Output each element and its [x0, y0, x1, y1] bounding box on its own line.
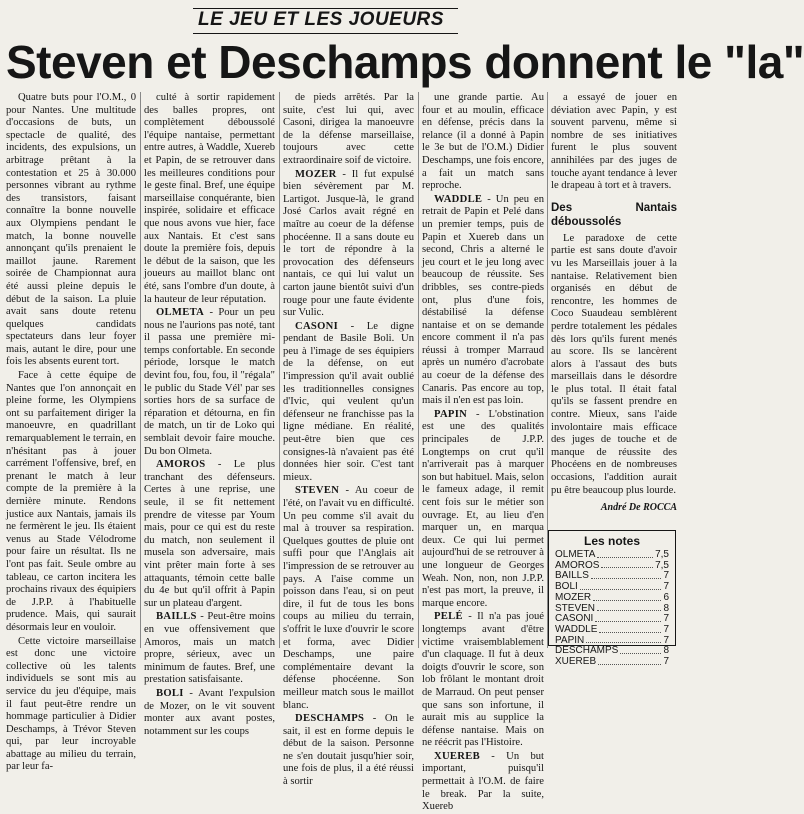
leader-dots: [597, 604, 661, 612]
player-grade: 7: [663, 623, 669, 635]
paragraph-text: Il n'a pas joué longtemps avant d'être victime vraisemblablement d'un claquage. Il fut à deux doigts d'ouvrir le score, son lob frôlant le montant droit de Marraud. On peut penser que sans son infortune, il aurait mis au supplice la défense nantaise. Mais on ne réécrit pas l'Histoire.: [422, 611, 545, 749]
leader-dots: [597, 550, 653, 558]
player-name-label: XUEREB: [434, 750, 480, 762]
player-name: PAPIN: [555, 634, 585, 646]
rating-row: [555, 657, 669, 668]
paragraph-text: Quatre buts pour l'O.M., 0 pour Nantes. Une multitude d'occasions de buts, un spectacle de qualité, des incidents, des expulsions, un arbitrage prêtant à la contestation et 25 à 30.000 personnes vibrant au rythme des transistors, faisant connaître la bonne nouvelle aux Olympiens pendant le match, la bonne nouvelle annonçant qu'ils prenaient le maillot jaune. Rarement soirée de Championnat aura été aussi pleine depuis le début de la saison. La pluie avait sans doute retenu quelques candidats spectateurs dans leur foyer mais, autant le dire, pour une fois les absents eurent tort.: [6, 92, 136, 368]
ratings-title: Les notes: [583, 534, 640, 548]
player-paragraph: BAILLS - Peut-être moins en vue offensivement que Amoros, mais un match propre, sérieux, avec un minimum de fautes. Bref, une prestation satisfaisante.: [144, 611, 275, 686]
leader-dots: [598, 657, 661, 665]
player-paragraph: CASONI - Le digne pendant de Basile Boli. Un peu à l'image de ses équipiers de la défense, on eut l'impression qu'il avait oublié les traditionnelles consignes d'Ivic, qui veulent qu'un défenseur ne franchisse pas la ligne médiane. En réalité, peut-être bien que ces consignes-là n'avaient pas été données hier soir. C'est tant mieux.: [283, 320, 415, 483]
player-paragraph: AMOROS - Le plus tranchant des défenseurs. Certes à une reprise, une seule, il se fit nettement prendre de vitesse par Youm mais, pour ce qui est du reste du match, non seulement il musela son adversaire, mais vint prêter main forte à ses attaquants, témoin cette balle du 4e but qu'il offrit à Papin sur un plateau d'argent.: [144, 459, 275, 609]
article-column-1: [6, 92, 137, 773]
paragraph-text: Le digne pendant de Basile Boli. Un peu à l'image de ses équipiers de la défense, on eut l'impression qu'il avait oublié les traditionnelles consignes d'Ivic, qui veulent qu'un défenseur ne franchisse pas la ligne médiane. En réalité, peut-être bien que ces consignes-là n'avaient pas été données hier soir. C'est tant mieux.: [283, 320, 415, 483]
leader-dots: [586, 636, 661, 644]
paragraph-text: Face à cette équipe de Nantes que l'on annonçait en pleine forme, les Olympiens ont su parfaitement diriger la manoeuvre, en quadrillant remarquablement le terrain, en n'hésitant pas à jouer carrément l'offensive, bref, en prenant le match à leur compte de la première à la dernière minute. Rendons justice aux Nantais, jamais ils ne fermèrent le jeu. Ils étaient venus au Stade Vélodrome pour faire un résultat. Ils ne l'ont pas fait. Seule ombre au tableau, ce carton incitera les prochains rivaux des équipiers de J.P.P. à l'habituelle prudence. Mais, qui saurait désormais leur en vouloir.: [6, 370, 137, 633]
section-kicker: LE JEU ET LES JOUEURS: [198, 9, 444, 30]
author-byline: André De ROCCA: [600, 502, 677, 514]
article-paragraph: [144, 92, 275, 306]
paragraph-text: de pieds arrêtés. Par la suite, c'est lui qui, avec Casoni, dirigea la manoeuvre de la défense marseillaise, toujours avec cette extraordinaire soif de victoire.: [283, 92, 414, 166]
leader-dots: [593, 593, 661, 601]
player-paragraph: PAPIN - L'obstination est une des qualités principales de J.P.P. Longtemps on crut qu'il n'arriverait pas à marquer son but habituel. Mais, selon le fameux adage, il remit cent fois sur le métier son ouvrage. Et, au lieu d'en marquer un, en marqua deux. Ce qui lui permet aujourd'hui de se retrouver à une longueur de Georges Weah. Non, non, non J.P.P. n'est pas mort, la preuve, il marque encore.: [422, 408, 544, 609]
player-name-label: BOLI: [156, 687, 184, 699]
column-divider: [279, 92, 280, 648]
article-column-5: [551, 92, 677, 528]
player-name-label: AMOROS: [156, 459, 206, 471]
player-grade: 7: [663, 570, 669, 582]
player-grade: 7: [663, 656, 669, 668]
article-paragraph: [551, 233, 677, 497]
player-name-label: CASONI: [295, 320, 339, 332]
rating-row: [555, 593, 669, 604]
player-paragraph: XUEREB - Un but important, puisqu'il permettait à l'O.M. de faire le break. Par la suite, Xuereb: [422, 750, 544, 813]
column-divider: [418, 92, 419, 648]
player-grade: 7: [663, 613, 669, 625]
player-name-label: WADDLE: [434, 193, 483, 205]
player-name-label: PAPIN: [434, 408, 468, 420]
kicker-rule-top: [193, 8, 458, 9]
paragraph-text: Au coeur de l'été, on l'avait vu en difficulté. Un peu comme s'il avait du mal à trouver sa respiration. Quelques gouttes de pluie ont suffi pour que l'Anglais ait l'impression de se retrouver au pays. A l'aise comme un poisson dans l'eau, si on peut dire, il fut de tous les bons coups au milieu du terrain, s'offrit le luxe d'ouvrir le score et forma, avec Didier Deschamps, une paire complémentaire devant la défense phocéenne. Son meilleur match sous le maillot blanc.: [283, 485, 414, 711]
paragraph-text: Le paradoxe de cette partie est sans doute d'avoir vu les Marseillais jouer à la nantaise. Relativement bien organisés en début de rencontre, les hommes de Coco Suaudeau semblèrent perdre totalement les pédales dès lors qu'ils furent menés au score. Ils se lancèrent alors à l'assaut des buts marseillais dans le désordre le plus total. Il était fatal qu'ils se fassent prendre en contre. Mieux, sans l'aide involontaire mais efficace des juges de touche et de manque de réussite des Phocéens en de nombreuses occasions, l'addition aurait pu être beaucoup plus lourde.: [551, 232, 677, 496]
paragraph-text: Peut-être moins en vue offensivement que Amoros, mais un match propre, sérieux, avec un minimum de fautes. Bref, une prestation satisfaisante.: [144, 611, 275, 686]
player-name: BAILLS: [555, 570, 589, 582]
player-grade: 7,5: [655, 549, 669, 560]
article-paragraph: [6, 636, 136, 775]
article-column-2: [144, 92, 276, 737]
article-paragraph: [551, 92, 677, 193]
article-headline: Steven et Deschamps donnent le "la": [6, 36, 804, 88]
player-paragraph: WADDLE - Un peu en retrait de Papin et Pelé dans un premier temps, puis de Papin et Xuereb dans un second, Chris a alterné le jeu court et le jeu long avec beaucoup de réussite. Ses dribbles, ses contre-pieds ont, plus d'une fois, déstabilisé la défense nantaise et on se demande encore comment il n'a pas réussi à tromper Marraud après un numéro d'acrobate au coeur de la défense des Canaris. Pas encore au top, mais il n'en est pas loin.: [422, 193, 544, 407]
player-name: STEVEN: [555, 602, 596, 614]
player-name-label: PELÉ: [434, 611, 463, 623]
player-grade: 7: [663, 581, 669, 593]
article-paragraph: [6, 92, 136, 369]
paragraph-text: Un peu en retrait de Papin et Pelé dans un premier temps, puis de Papin et Xuereb dans un second, Chris a alterné le jeu court et le jeu long avec beaucoup de réussite. Ses dribbles, ses contre-pieds ont, plus d'une fois, déstabilisé la défense nantaise et on se demande encore comment il n'a pas réussi à tromper Marraud après un numéro d'acrobate au coeur de la défense des Canaris. Pas encore au top, mais il n'en est pas loin.: [422, 193, 544, 407]
player-grade: 6: [663, 591, 669, 603]
leader-dots: [620, 646, 661, 654]
player-grade: 7,5: [655, 559, 669, 571]
paragraph-text: Avant l'expulsion de Mozer, on le vit souvent monter aux avant postes, notamment sur les coups: [144, 687, 275, 737]
player-name: WADDLE: [555, 623, 598, 635]
player-name: XUEREB: [555, 656, 597, 668]
player-name-label: MOZER: [295, 168, 337, 180]
player-name: DESCHAMPS: [555, 645, 619, 657]
article-paragraph: [6, 370, 136, 634]
player-paragraph: PELÉ - Il n'a pas joué longtemps avant d'être victime vraisemblablement d'un claquage. Il fut à deux doigts d'ouvrir le score, son lob frôlant le montant droit de Marraud. On peut penser que sans son infortune, il aurait mis au supplice la défense nantaise. Mais on ne réécrit pas l'Histoire.: [422, 611, 545, 749]
paragraph-text: culté à sortir rapidement des balles propres, ont complètement déboussolé l'équipe nantaise, permettant entre autres, à Waddle, Xuereb et Papin, de se retrouver dans les meilleures conditions pour le geste final. Bref, une équipe marseillaise conquérante, bien inspirée, solidaire et efficace que nous avons vue hier, face aux Nantais. Et c'est sans doute la première fois, depuis le début de la saison, que les joueurs au maillot blanc ont été, sans l'ombre d'un doute, à la hauteur de leur réputation.: [144, 92, 275, 305]
subheading: Des Nantais déboussolés: [551, 201, 677, 228]
paragraph-text: une grande partie. Au four et au moulin, efficace en défense, précis dans la relance (il a donné à Papin le 3e but de l'O.M.) Didier Deschamps, une fois encore, a fait un match sans reproche.: [422, 92, 544, 192]
player-paragraph: OLMETA - Pour un peu nous ne l'aurions pas noté, tant il passa une première mi-temps confortable. En seconde période, lorsque le match devint fou, fou, fou, il "régala" le public du Stade Vél' par ses sorties hors de sa surface de réparation et détourna, en fin de match, un tir de Loko qui semblait devoir faire mouche. Du bon Olmeta.: [144, 307, 276, 457]
paragraph-text: Un but important, puisqu'il permettait à l'O.M. de faire le break. Par la suite, Xuereb: [422, 750, 544, 813]
article-column-4: [422, 92, 545, 813]
leader-dots: [601, 561, 653, 569]
player-name: CASONI: [555, 613, 594, 625]
column-divider: [140, 92, 141, 648]
player-name: OLMETA: [555, 549, 596, 560]
player-grade: 7: [663, 634, 669, 646]
paragraph-text: Il fut expulsé bien sévèrement par M. Lartigot. Jusque-là, le grand José Carlos avait régné en maître au coeur de la défense phocéenne. Il a sans doute eu le tort de répondre à la provocation des défenseurs nantais, ce qui lui valut un carton jaune bientôt suivi d'un rouge pour une faute évidente sur Vulic.: [283, 168, 414, 319]
player-name-label: STEVEN: [295, 485, 340, 497]
paragraph-text: a essayé de jouer en déviation avec Papin, y est souvent parvenu, même si nombre de ses initiatives furent le plus souvent annihilées par des juges de touche ayant tendance à lever le drapeau à tort et à travers.: [551, 92, 677, 192]
leader-dots: [580, 582, 662, 590]
article-column-3: [283, 92, 415, 788]
player-name-label: BAILLS: [156, 611, 197, 623]
player-name: MOZER: [555, 591, 592, 603]
player-name-label: DESCHAMPS: [295, 713, 365, 725]
ratings-box: [548, 530, 676, 668]
article-paragraph: [283, 92, 414, 168]
player-name-label: OLMETA: [156, 307, 205, 319]
player-grade: 8: [663, 645, 669, 657]
paragraph-text: Cette victoire marseillaise est donc une victoire collective où les talents individuels se sont mis au service du jeu d'équipe, mais il faut peut-être rendre un hommage particulier à Didier Deschamps, à Trévor Steven qui, par leur incroyable abattage au milieu du terrain, par leur fa-: [6, 635, 136, 773]
article-paragraph: [422, 92, 544, 193]
paragraph-text: Pour un peu nous ne l'aurions pas noté, tant il passa une première mi-temps confortable. En seconde période, lorsque le match devint fou, fou, fou, il "régala" le public du Stade Vél' par ses sorties hors de sa surface de réparation et détourna, en fin de match, un tir de Loko qui semblait devoir faire mouche. Du bon Olmeta.: [144, 307, 276, 457]
player-grade: 8: [663, 602, 669, 614]
paragraph-text: On le sait, il est en forme depuis le début de la saison. Personne ne s'en doutait jusqu'hier soir, une fois de plus, il a été réussi à sortir: [283, 713, 415, 788]
paragraph-text: Le plus tranchant des défenseurs. Certes à une reprise, une seule, il se fit nettement prendre de vitesse par Youm mais, pour ce qui est du reste du match, non seulement il musela son adversaire, mais vint prêter main forte à ses attaquants, témoin cette balle du 4e but qu'il offrit à Papin sur un plateau d'argent.: [144, 459, 275, 609]
leader-dots: [599, 625, 661, 633]
player-paragraph: DESCHAMPS - On le sait, il est en forme depuis le début de la saison. Personne ne s'en doutait jusqu'hier soir, une fois de plus, il a été réussi à sortir: [283, 713, 415, 788]
player-name: AMOROS: [555, 559, 600, 571]
paragraph-text: L'obstination est une des qualités principales de J.P.P. Longtemps on crut qu'il n'arriverait pas à marquer son but habituel. Mais, selon le fameux adage, il remit cent fois sur le métier son ouvrage. Et, au lieu d'en marquer un, en marqua deux. Ce qui lui permet aujourd'hui de se retrouver à une longueur de Georges Weah. Non, non, non J.P.P. n'est pas mort, la preuve, il marque encore.: [422, 408, 544, 609]
player-paragraph: STEVEN - Au coeur de l'été, on l'avait vu en difficulté. Un peu comme s'il avait du mal à trouver sa respiration. Quelques gouttes de pluie ont suffi pour que l'Anglais ait l'impression de se retrouver au pays. A l'aise comme un poisson dans l'eau, si on peut dire, il fut de tous les bons coups au milieu du terrain, s'offrit le luxe d'ouvrir le score et forma, avec Didier Deschamps, une paire complémentaire devant la défense phocéenne. Son meilleur match sous le maillot blanc.: [283, 485, 414, 711]
player-paragraph: MOZER - Il fut expulsé bien sévèrement par M. Lartigot. Jusque-là, le grand José Carlos avait régné en maître au coeur de la défense phocéenne. Il a sans doute eu le tort de répondre à la provocation des défenseurs nantais, ce qui lui valut un carton jaune bientôt suivi d'un rouge pour une faute évidente sur Vulic.: [283, 168, 414, 319]
player-name: BOLI: [555, 581, 578, 593]
player-paragraph: BOLI - Avant l'expulsion de Mozer, on le vit souvent monter aux avant postes, notamment sur les coups: [144, 687, 275, 737]
leader-dots: [595, 614, 661, 622]
leader-dots: [591, 571, 662, 579]
